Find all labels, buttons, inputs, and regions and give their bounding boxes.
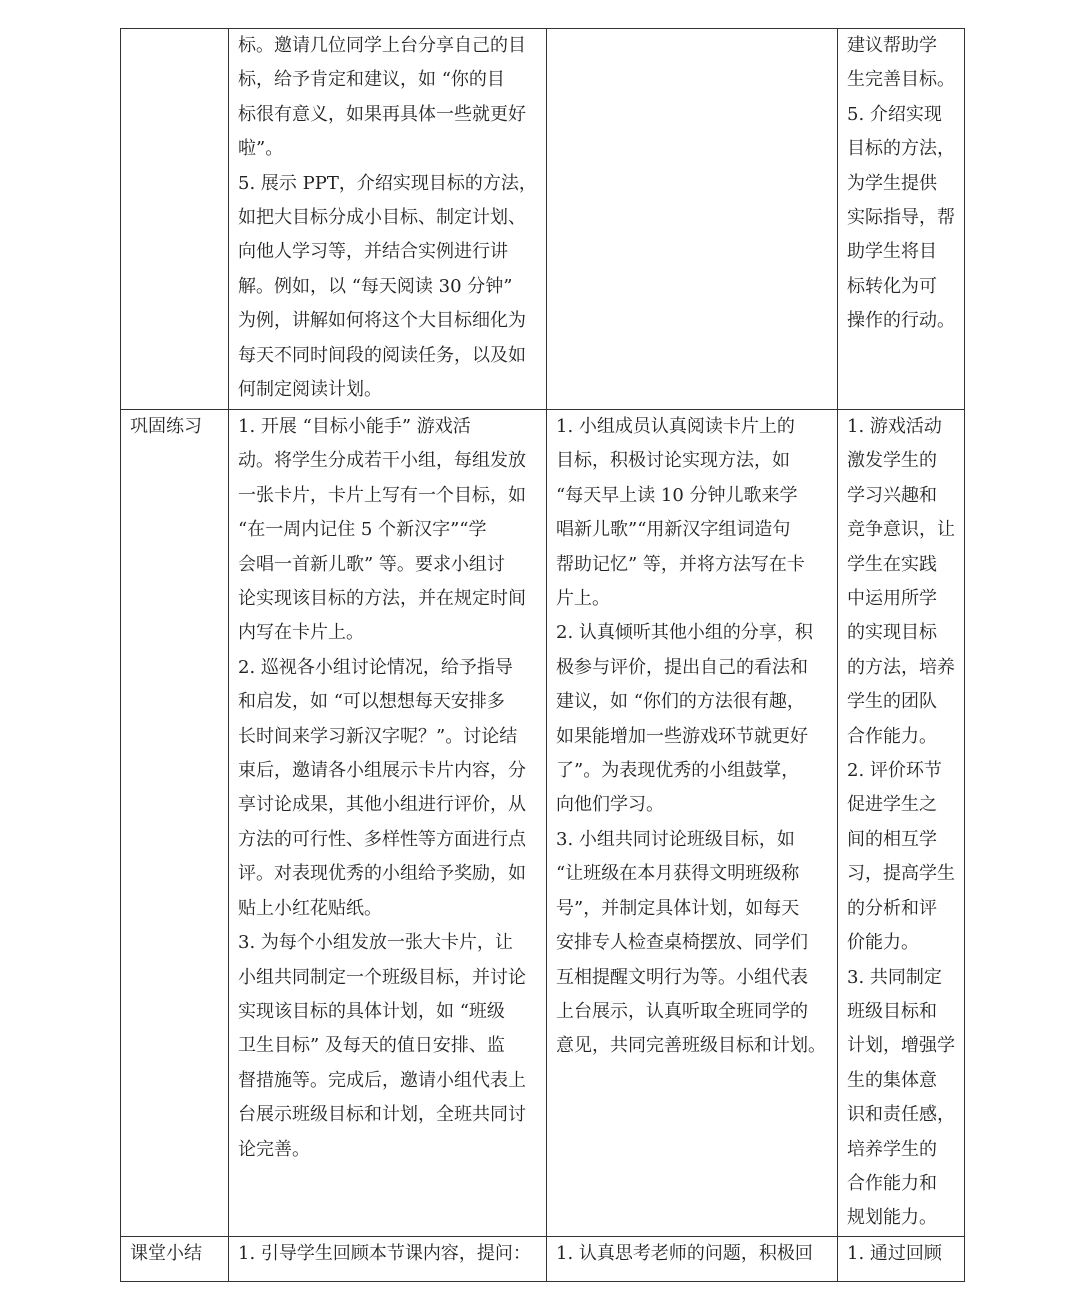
stage-cell: 巩固练习 — [121, 410, 229, 1237]
cell-text-line: 激发学生的 — [847, 450, 937, 472]
cell-text-line: 小组共同制定一个班级目标，并讨论 — [238, 966, 526, 988]
cell-text-line: 号”，并制定具体计划，如每天 — [556, 897, 800, 919]
cell-text-line: 何制定阅读计划。 — [238, 379, 382, 401]
cell-text-line: 如把大目标分成小目标、制定计划、 — [238, 207, 526, 229]
cell-text-line: 促进学生之 — [847, 794, 937, 816]
cell-text-line: 中运用所学 — [847, 588, 937, 610]
cell-text-line: 3. 小组共同讨论班级目标，如 — [556, 828, 795, 850]
cell-text-line: 了”。为表现优秀的小组鼓掌， — [556, 760, 800, 782]
cell-text-line: 学习兴趣和 — [847, 484, 937, 506]
cell-text-line: 学生的团队 — [847, 691, 937, 713]
cell-text-line: “每天早上读 10 分钟儿歌来学 — [556, 484, 798, 506]
cell-text-line: 贴上小红花贴纸。 — [238, 897, 382, 919]
table-row — [121, 410, 965, 1237]
cell-text-line: 极参与评价，提出自己的看法和 — [556, 656, 808, 678]
cell-text-line: 享讨论成果，其他小组进行评价，从 — [238, 794, 526, 816]
design-intent-cell — [838, 29, 965, 410]
cell-text-line: 帮助记忆” 等，并将方法写在卡 — [556, 553, 805, 575]
cell-text-line: 向他们学习。 — [556, 794, 664, 816]
teacher-activity-cell — [229, 410, 547, 1237]
cell-text-line: 目标的方法， — [847, 138, 955, 160]
cell-text-line: 上台展示，认真听取全班同学的 — [556, 1000, 808, 1022]
cell-text-line: 生的集体意 — [847, 1069, 937, 1091]
cell-text-line: 1. 游戏活动 — [847, 416, 942, 437]
cell-text-line: 动。将学生分成若干小组，每组发放 — [238, 450, 526, 472]
cell-text-line: 5. 展示 PPT，介绍实现目标的方法， — [238, 172, 537, 194]
stage-cell — [121, 29, 229, 410]
cell-text-line: 5. 介绍实现 — [847, 103, 942, 125]
cell-text-line: 安排专人检查桌椅摆放、同学们 — [556, 932, 808, 954]
cell-text-line: 为例，讲解如何将这个大目标细化为 — [238, 310, 526, 332]
cell-text-line: 的分析和评 — [847, 897, 937, 919]
cell-text-line: “在一周内记住 5 个新汉字”“学 — [238, 519, 487, 541]
cell-text-line: 标。邀请几位同学上台分享自己的目 — [238, 35, 526, 56]
table-row — [121, 29, 965, 410]
cell-text-line: 竞争意识，让 — [847, 519, 955, 541]
cell-text-line: 督措施等。完成后，邀请小组代表上 — [238, 1069, 526, 1091]
design-intent-cell — [838, 410, 965, 1237]
student-activity-cell — [547, 410, 838, 1237]
cell-text-line: 2. 认真倾听其他小组的分享，积 — [556, 622, 813, 644]
cell-text-line: 2. 巡视各小组讨论情况，给予指导 — [238, 656, 513, 678]
design-intent-cell — [838, 1237, 965, 1282]
cell-text-line: 操作的行动。 — [847, 310, 955, 332]
cell-text-line: 标，给予肯定和建议，如 “你的目 — [238, 69, 505, 91]
cell-text-line: 方法的可行性、多样性等方面进行点 — [238, 828, 526, 850]
cell-text-line: 会唱一首新儿歌” 等。要求小组讨 — [238, 553, 505, 575]
table-row — [121, 1237, 965, 1282]
stage-cell: 课堂小结 — [121, 1237, 229, 1282]
cell-text-line: 台展示班级目标和计划，全班共同讨 — [238, 1104, 526, 1126]
cell-text-line: 的实现目标 — [847, 622, 937, 644]
cell-text-line: 唱新儿歌”“用新汉字组词造句 — [556, 519, 791, 541]
cell-text-line: 向他人学习等，并结合实例进行讲 — [238, 241, 508, 263]
cell-text-line: 一张卡片，卡片上写有一个目标，如 — [238, 484, 526, 506]
cell-text-line: 和启发，如 “可以想想每天安排多 — [238, 691, 505, 713]
cell-text-line: 长时间来学习新汉字呢？”。讨论结 — [238, 725, 518, 747]
cell-text-line: 3. 共同制定 — [847, 966, 942, 988]
cell-text-line: 习，提高学生 — [847, 863, 955, 885]
cell-text-line: 1. 开展 “目标小能手” 游戏活 — [238, 416, 471, 437]
cell-text-line: 互相提醒文明行为等。小组代表 — [556, 966, 808, 988]
cell-text-line: 识和责任感， — [847, 1104, 955, 1126]
cell-text-line: 规划能力。 — [847, 1207, 937, 1229]
cell-text-line: 1. 引导学生回顾本节课内容，提问： — [238, 1243, 531, 1264]
cell-text-line: 标很有意义，如果再具体一些就更好 — [238, 103, 526, 125]
student-activity-cell — [547, 29, 838, 410]
cell-text-line: 的方法，培养 — [847, 656, 955, 678]
cell-text-line: 计划，增强学 — [847, 1035, 955, 1057]
student-activity-cell — [547, 1237, 838, 1282]
cell-text-line: 论实现该目标的方法，并在规定时间 — [238, 588, 526, 610]
cell-text-line: 合作能力和 — [847, 1172, 937, 1194]
cell-text-line: 标转化为可 — [847, 275, 937, 297]
cell-text-line: 内写在卡片上。 — [238, 622, 364, 644]
cell-text-line: 建议，如 “你们的方法很有趣， — [556, 691, 805, 713]
cell-text-line: 啦”。 — [238, 138, 284, 160]
teacher-activity-cell — [229, 1237, 547, 1282]
cell-text-line: 片上。 — [556, 588, 610, 610]
cell-text-line: 培养学生的 — [847, 1138, 937, 1160]
cell-text-line: 生完善目标。 — [847, 69, 955, 91]
cell-text-line: 建议帮助学 — [847, 35, 937, 56]
cell-text-line: 合作能力。 — [847, 725, 937, 747]
teacher-activity-cell — [229, 29, 547, 410]
cell-text-line: 如果能增加一些游戏环节就更好 — [556, 725, 808, 747]
lesson-plan-table — [120, 28, 965, 1282]
cell-text-line: 实现该目标的具体计划，如 “班级 — [238, 1000, 505, 1022]
cell-text-line: 束后，邀请各小组展示卡片内容，分 — [238, 760, 526, 782]
cell-text-line: 目标，积极讨论实现方法，如 — [556, 450, 790, 472]
cell-text-line: 3. 为每个小组发放一张大卡片，让 — [238, 932, 513, 954]
cell-text-line: 班级目标和 — [847, 1000, 937, 1022]
cell-text-line: 卫生目标” 及每天的值日安排、监 — [238, 1035, 505, 1057]
cell-text-line: 间的相互学 — [847, 828, 937, 850]
cell-text-line: 助学生将目 — [847, 241, 937, 263]
cell-text-line: 评。对表现优秀的小组给予奖励，如 — [238, 863, 526, 885]
cell-text-line: “让班级在本月获得文明班级称 — [556, 863, 800, 885]
cell-text-line: 1. 认真思考老师的问题，积极回 — [556, 1243, 813, 1264]
cell-text-line: 意见，共同完善班级目标和计划。 — [556, 1035, 826, 1057]
cell-text-line: 价能力。 — [847, 932, 919, 954]
cell-text-line: 论完善。 — [238, 1138, 310, 1160]
cell-text-line: 2. 评价环节 — [847, 760, 942, 782]
cell-text-line: 1. 通过回顾 — [847, 1243, 942, 1264]
cell-text-line: 1. 小组成员认真阅读卡片上的 — [556, 416, 795, 437]
cell-text-line: 为学生提供 — [847, 172, 937, 194]
cell-text-line: 解。例如，以 “每天阅读 30 分钟” — [238, 275, 513, 297]
cell-text-line: 每天不同时间段的阅读任务，以及如 — [238, 344, 526, 366]
cell-text-line: 实际指导，帮 — [847, 207, 955, 229]
cell-text-line: 学生在实践 — [847, 553, 937, 575]
